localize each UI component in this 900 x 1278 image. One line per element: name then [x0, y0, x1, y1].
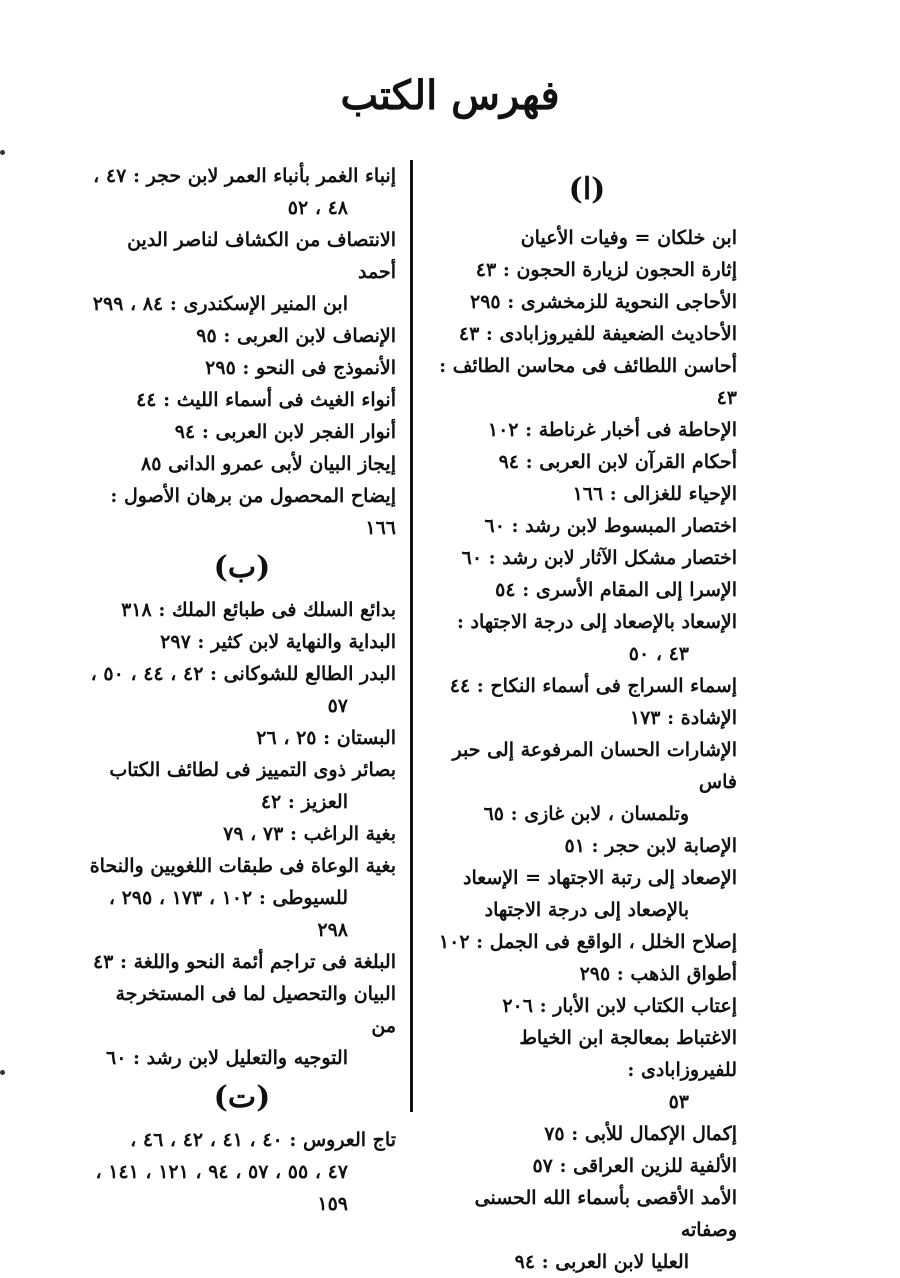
entry-text: أنواء الغيث فى أسماء الليث : ٤٤ — [136, 389, 396, 411]
entry-text: بغية الوعاة فى طبقات اللغويين والنحاة — [89, 855, 396, 877]
index-entry — [437, 1118, 737, 1150]
entry-continuation: ٤٨ ، ٥٢ — [287, 197, 348, 219]
entry-text: إيضاح المحصول من برهان الأصول : ١٦٦ — [110, 485, 396, 539]
entry-text: أنوار الفجر لابن العربى : ٩٤ — [174, 421, 396, 443]
entry-text: ابن خلكان = وفيات الأعيان — [520, 227, 737, 249]
index-entry — [437, 1150, 737, 1182]
index-entry — [88, 818, 396, 850]
section-heading-ta: (ت) — [213, 1080, 271, 1115]
index-entry — [437, 702, 737, 734]
entry-text: البداية والنهاية لابن كثير : ٢٩٧ — [160, 631, 396, 653]
left-entries-group-ba — [88, 594, 396, 1074]
entry-text: الإسرا إلى المقام الأسرى : ٥٤ — [495, 579, 737, 601]
entry-text: إسماء السراج فى أسماء النكاح : ٤٤ — [449, 675, 737, 697]
index-entry — [88, 754, 396, 818]
entry-continuation: العليا لابن العربى : ٩٤ — [514, 1251, 689, 1273]
entry-text: الأحاديث الضعيفة للفيروزابادى : ٤٣ — [458, 323, 737, 345]
entry-text: إصلاح الخلل ، الواقع فى الجمل : ١٠٢ — [438, 931, 737, 953]
entry-text: الإصعاد إلى رتبة الاجتهاد = الإسعاد — [463, 867, 737, 889]
section-heading-ba: (ب) — [213, 550, 271, 585]
entry-text: الإصابة لابن حجر : ٥١ — [564, 835, 737, 857]
entry-text: الإسعاد بالإصعاد إلى درجة الاجتهاد : — [456, 611, 737, 633]
index-entry — [437, 446, 737, 478]
left-column — [88, 160, 396, 1220]
index-entry — [437, 862, 737, 926]
index-entry — [88, 224, 396, 320]
entry-continuation: ابن المنير الإسكندرى : ٨٤ ، ٢٩٩ — [92, 293, 348, 315]
entry-text: بغية الراغب : ٧٣ ، ٧٩ — [223, 823, 396, 845]
index-entry — [437, 1022, 737, 1118]
entry-text: الإنصاف لابن العربى : ٩٥ — [196, 325, 396, 347]
index-entry — [437, 478, 737, 510]
entry-text: إثارة الحجون لزيارة الحجون : ٤٣ — [475, 259, 737, 281]
index-entry — [88, 850, 396, 946]
entry-text: إعتاب الكتاب لابن الأبار : ٢٠٦ — [502, 995, 737, 1017]
entry-text: أحكام القرآن لابن العربى : ٩٤ — [498, 451, 737, 473]
index-entry — [437, 510, 737, 542]
index-entry — [437, 222, 737, 254]
index-entry — [88, 722, 396, 754]
entry-text: البيان والتحصيل لما فى المستخرجة من — [115, 983, 396, 1037]
index-entry — [437, 414, 737, 446]
section-heading-alif: (ا) — [568, 172, 606, 207]
index-entry — [88, 384, 396, 416]
index-entry — [437, 350, 737, 414]
left-entries-group-ta — [88, 1124, 396, 1220]
index-entry — [88, 352, 396, 384]
right-entries-list — [437, 222, 737, 1278]
index-entry — [88, 416, 396, 448]
entry-text: الإشارات الحسان المرفوعة إلى حبر فاس — [452, 739, 737, 793]
index-entry — [437, 318, 737, 350]
entry-continuation: ٤٧ ، ٥٥ ، ٥٧ ، ٩٤ ، ١٢١ ، ١٤١ ، ١٥٩ — [95, 1161, 348, 1215]
right-column — [437, 170, 737, 1278]
index-entry — [437, 734, 737, 830]
left-entries-group-alif — [88, 160, 396, 544]
entry-text: إكمال الإكمال للأبى : ٧٥ — [544, 1123, 737, 1145]
index-entry — [437, 958, 737, 990]
entry-text: أطواق الذهب : ٢٩٥ — [579, 963, 737, 985]
entry-text: الأنموذج فى النحو : ٢٩٥ — [205, 357, 396, 379]
entry-text: الإحياء للغزالى : ١٦٦ — [572, 483, 737, 505]
index-entry — [88, 978, 396, 1074]
entry-text: الأحاجى النحوية للزمخشرى : ٢٩٥ — [470, 291, 737, 313]
index-entry — [88, 1124, 396, 1220]
entry-text: الإشادة : ١٧٣ — [629, 707, 737, 729]
column-divider — [410, 160, 413, 1112]
index-entry — [437, 542, 737, 574]
index-entry — [88, 946, 396, 978]
index-entry — [88, 594, 396, 626]
entry-continuation: ٥٧ — [327, 695, 348, 717]
entry-text: البستان : ٢٥ ، ٢٦ — [256, 727, 396, 749]
index-entry — [88, 160, 396, 224]
entry-text: إيجاز البيان لأبى عمرو الدانى ٨٥ — [141, 453, 396, 475]
index-entry — [437, 926, 737, 958]
margin-mark — [0, 1070, 5, 1075]
entry-continuation: بالإصعاد إلى درجة الاجتهاد — [484, 899, 689, 921]
entry-continuation: للسيوطى : ١٠٢ ، ١٧٣ ، ٢٩٥ ، ٢٩٨ — [108, 887, 348, 941]
entry-text: البلغة فى تراجم أئمة النحو واللغة : ٤٣ — [92, 951, 396, 973]
entry-continuation: ٥٣ — [668, 1091, 689, 1113]
entry-text: الألفية للزين العراقى : ٥٧ — [532, 1155, 737, 1177]
index-entry — [88, 480, 396, 544]
index-entry — [437, 286, 737, 318]
entry-text: الأمد الأقصى بأسماء الله الحسنى وصفاته — [474, 1187, 737, 1241]
entry-text: بدائع السلك فى طبائع الملك : ٣١٨ — [121, 599, 396, 621]
entry-continuation: التوجيه والتعليل لابن رشد : ٦٠ — [105, 1047, 348, 1069]
entry-continuation: العزيز : ٤٢ — [260, 791, 348, 813]
index-entry — [437, 254, 737, 286]
entry-text: تاج العروس : ٤٠ ، ٤١ ، ٤٢ ، ٤٦ ، — [130, 1129, 396, 1151]
margin-mark — [0, 150, 5, 155]
index-entry — [437, 990, 737, 1022]
index-entry — [437, 830, 737, 862]
entry-text: اختصار المبسوط لابن رشد : ٦٠ — [484, 515, 737, 537]
entry-text: البدر الطالع للشوكانى : ٤٢ ، ٤٤ ، ٥٠ ، — [90, 663, 396, 685]
entry-text: بصائر ذوى التمييز فى لطائف الكتاب — [109, 759, 396, 781]
index-entry — [437, 1182, 737, 1278]
entry-text: اختصار مشكل الآثار لابن رشد : ٦٠ — [461, 547, 737, 569]
entry-text: إنباء الغمر بأنباء العمر لابن حجر : ٤٧ ، — [93, 165, 396, 187]
entry-text: الإحاطة فى أخبار غرناطة : ١٠٢ — [487, 419, 737, 441]
index-entry — [437, 670, 737, 702]
index-entry — [88, 626, 396, 658]
entry-text: أحاسن اللطائف فى محاسن الطائف : ٤٣ — [439, 355, 737, 409]
index-entry — [437, 606, 737, 670]
index-entry — [88, 658, 396, 722]
entry-text: الاغتباط بمعالجة ابن الخياط للفيروزابادى : — [519, 1027, 737, 1081]
entry-continuation: ٤٣ ، ٥٠ — [628, 643, 689, 665]
entry-continuation: وتلمسان ، لابن غازى : ٦٥ — [483, 803, 689, 825]
entry-text: الانتصاف من الكشاف لناصر الدين أحمد — [127, 229, 396, 283]
index-entry — [88, 320, 396, 352]
index-entry — [88, 448, 396, 480]
index-entry — [437, 574, 737, 606]
page-title: فهرس الكتب — [340, 72, 560, 119]
